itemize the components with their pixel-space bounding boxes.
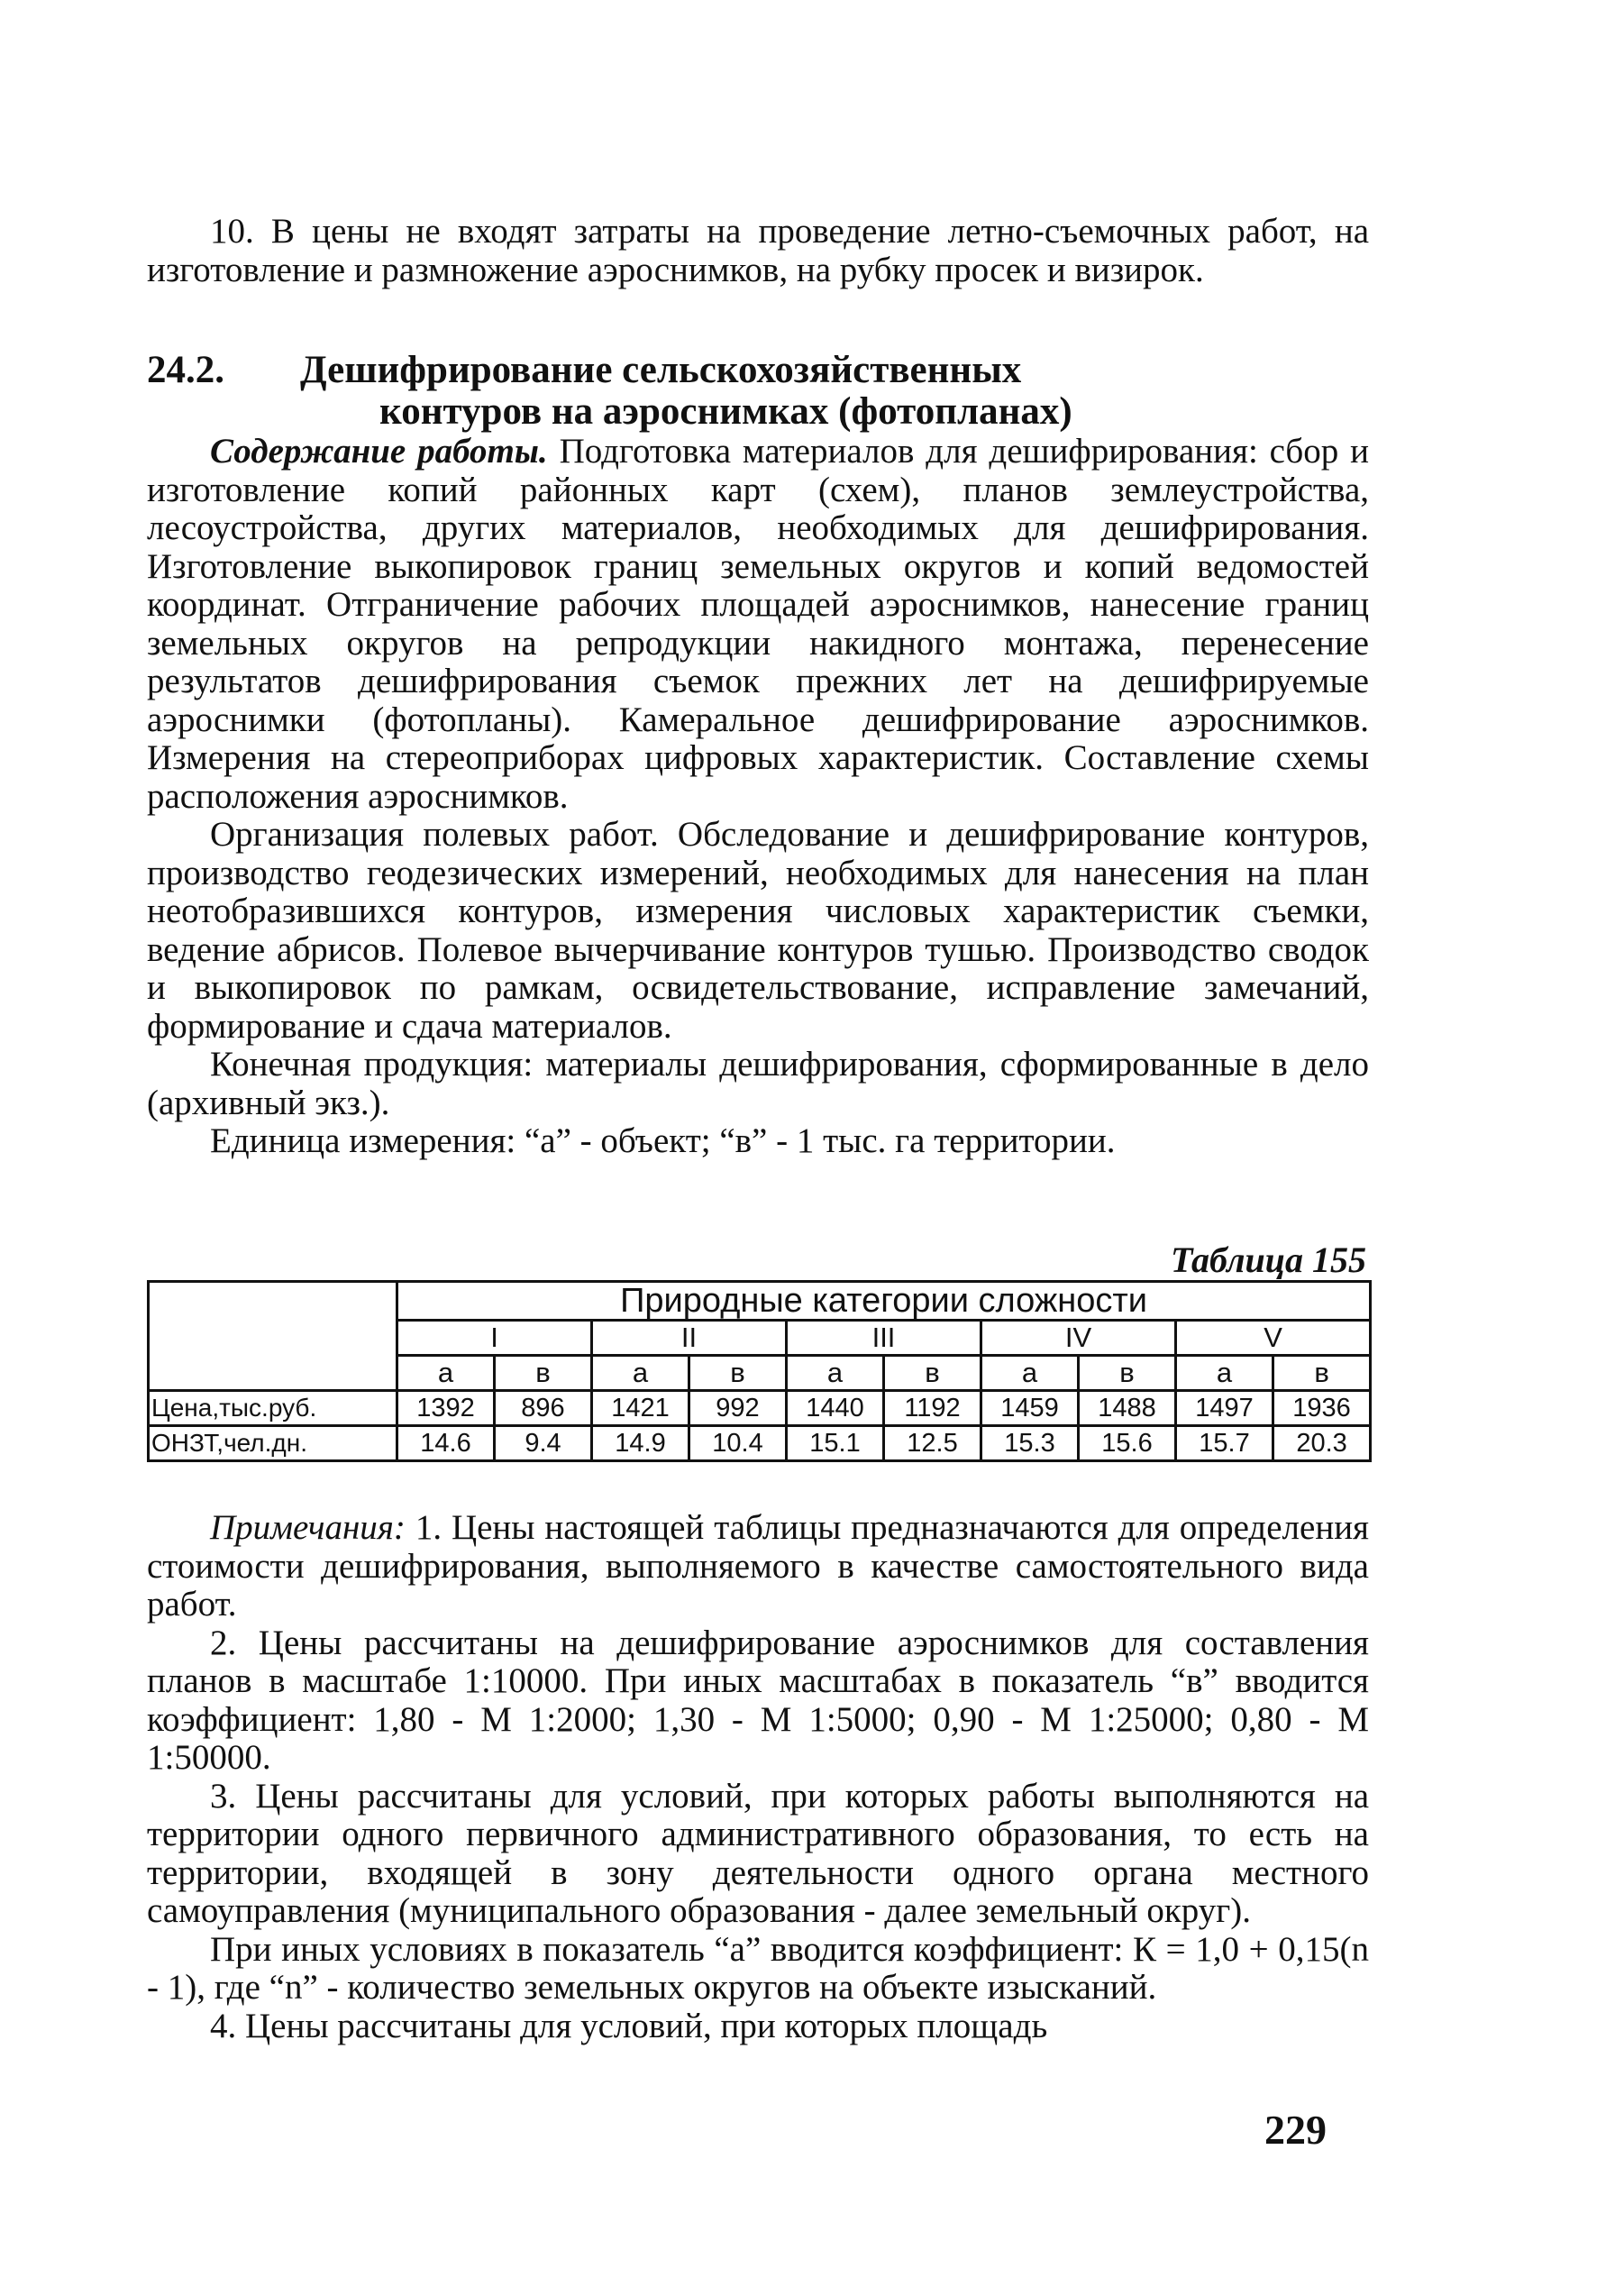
table-cell: 15.7: [1176, 1426, 1273, 1461]
section-number: 24.2.: [147, 349, 224, 391]
table-caption: Таблица 155: [1171, 1240, 1366, 1280]
table-cell: 1440: [787, 1391, 884, 1426]
table-cell: 20.3: [1273, 1426, 1371, 1461]
table-block: [147, 1240, 1369, 1462]
subcolumn-header: а: [397, 1356, 495, 1391]
table-group-header: Природные категории сложности: [397, 1282, 1371, 1321]
table-cell: 1488: [1079, 1391, 1176, 1426]
category-header: IV: [981, 1321, 1176, 1356]
subcolumn-header: в: [1079, 1356, 1176, 1391]
final-product: Конечная продукция: материалы дешифрирования, сформированные в дело (архивный экз.).: [147, 1045, 1369, 1122]
section-title-line2: контуров на аэроснимках (фотопланах): [379, 390, 1072, 433]
note-3: 3. Цены рассчитаны для условий, при которых работы выполняются на территории одного первичного административного образования, то есть на территории, входящей в зону деятельности одного органа местного самоуправления (муниципального образования - далее земельный округ).: [147, 1776, 1369, 1930]
intro-note: 10. В цены не входят затраты на проведение летно-съемочных работ, на изготовление и размножение аэроснимков, на рубку просек и визирок.: [147, 212, 1369, 289]
note-1: [147, 1509, 1369, 1624]
table-cell: 15.1: [787, 1426, 884, 1461]
table-cell: 10.4: [689, 1426, 787, 1461]
subcolumn-header: в: [1273, 1356, 1371, 1391]
table-cell: 15.6: [1079, 1426, 1176, 1461]
category-header: II: [592, 1321, 787, 1356]
category-header: I: [397, 1321, 592, 1356]
table-corner-cell: [149, 1282, 397, 1391]
work-content-block: [147, 433, 1369, 1161]
table-cell: 992: [689, 1391, 787, 1426]
note-3-continuation: При иных условиях в показатель “а” вводится коэффициент: К = 1,0 + 0,15(n - 1), где “n” - количество земельных округов на объекте изысканий.: [147, 1929, 1369, 2007]
table-cell: 14.9: [592, 1426, 689, 1461]
table-cell: 12.5: [884, 1426, 981, 1461]
table-cell: 1936: [1273, 1391, 1371, 1426]
intro-block: [147, 213, 1369, 289]
subcolumn-header: в: [495, 1356, 592, 1391]
table-row: [149, 1391, 1371, 1426]
table-cell: 1459: [981, 1391, 1079, 1426]
unit-of-measure: Единица измерения: “а” - объект; “в” - 1 тыс. га территории.: [210, 1121, 1116, 1160]
row-label: ОНЗТ,чел.дн.: [149, 1426, 397, 1461]
price-table: [147, 1280, 1372, 1462]
table-row: [149, 1426, 1371, 1461]
section-heading: [147, 350, 1369, 433]
table-cell: 15.3: [981, 1426, 1079, 1461]
section-title-line1: Дешифрирование сельскохозяйственных: [300, 349, 1022, 391]
table-cell: 1497: [1176, 1391, 1273, 1426]
notes-block: [147, 1509, 1369, 2045]
table-cell: 1192: [884, 1391, 981, 1426]
work-content-paragraph: [147, 433, 1369, 816]
work-content-lead-in: Содержание работы.: [210, 432, 548, 471]
table-cell: 14.6: [397, 1426, 495, 1461]
work-content-paragraph-2: Организация полевых работ. Обследование и дешифрирование контуров, производство геодезических измерений, необходимых для нанесения на план неотобразившихся контуров, измерения числовых характеристик съемки, ведение абрисов. Полевое вычерчивание контуров тушью. Производство сводок и выкопировок по рамкам, освидетельствование, исправление замечаний, формирование и сдача материалов.: [147, 815, 1369, 1046]
work-content-text: Подготовка материалов для дешифрирования: сбор и изготовление копий районных карт (схем), планов землеустройства, лесоустройства, других материалов, необходимых для дешифрирования. Изготовление выкопировок границ земельных округов и копий ведомостей координат. Отграничение рабочих площадей аэроснимков, нанесение границ земельных округов на репродукции накидного монтажа, перенесение результатов дешифрирования съемок прежних лет на дешифрируемые аэроснимки (фотопланы). Камеральное дешифрирование аэроснимков. Измерения на стереоприборах цифровых характеристик. Составление схемы расположения аэроснимков.: [147, 432, 1370, 816]
note-2: 2. Цены рассчитаны на дешифрирование аэроснимков для составления планов в масштабе 1:10000. При иных масштабах в показатель “в” вводится коэффициент: 1,80 - М 1:2000; 1,30 - М 1:5000; 0,90 - М 1:25000; 0,80 - М 1:50000.: [147, 1623, 1369, 1777]
table-cell: 896: [495, 1391, 592, 1426]
subcolumn-header: а: [787, 1356, 884, 1391]
subcolumn-header: а: [981, 1356, 1079, 1391]
subcolumn-header: а: [1176, 1356, 1273, 1391]
table-cell: 1421: [592, 1391, 689, 1426]
notes-lead-in: Примечания:: [210, 1508, 406, 1547]
row-label: Цена,тыс.руб.: [149, 1391, 397, 1426]
category-header: V: [1176, 1321, 1371, 1356]
subcolumn-header: в: [689, 1356, 787, 1391]
category-header: III: [787, 1321, 981, 1356]
subcolumn-header: в: [884, 1356, 981, 1391]
table-cell: 1392: [397, 1391, 495, 1426]
note-1-text: 1. Цены настоящей таблицы предназначаются для определения стоимости дешифрирования, выполняемого в качестве самостоятельного вида работ.: [147, 1508, 1369, 1624]
page-number: 229: [1264, 2107, 1327, 2153]
note-4: 4. Цены рассчитаны для условий, при которых площадь: [210, 2006, 1048, 2045]
table-cell: 9.4: [495, 1426, 592, 1461]
subcolumn-header: а: [592, 1356, 689, 1391]
